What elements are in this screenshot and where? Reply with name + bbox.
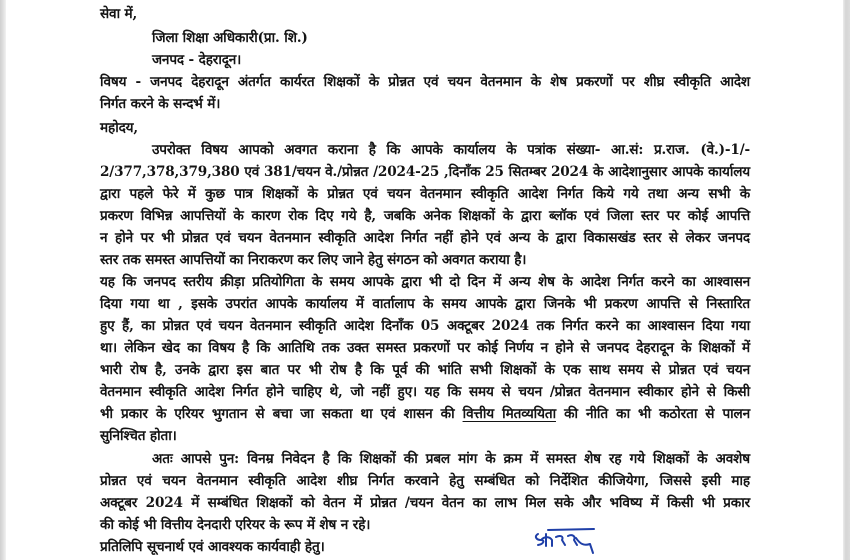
paragraph-2-line: भारी रोष है, उनके द्वारा इस बात पर भी रोष है कि पूर्व की भांति सभी शिक्षकों के एक साथ समय से प्रोन्नत एवं चयन bbox=[100, 362, 750, 378]
paragraph-2-line: हुए हैं, का प्रोन्नत एवं चयन वेतनमान स्वीकृति आदेश दिनाँक 05 अक्टूबर 2024 तक निर्गत करने का आश्वासन दिया गया bbox=[100, 318, 750, 334]
paragraph-1-line: स्तर तक समस्त आपत्तियों का निराकरण कर लिए जाने हेतु संगठन को अवगत कराया है। bbox=[100, 252, 527, 268]
recipient-designation: जिला शिक्षा अधिकारी(प्रा. शि.) bbox=[152, 30, 308, 46]
paragraph-2-line: दिया गया था , इसके उपरांत आपके कार्यालय में वार्तालाप के समय आपके द्वारा जिनके भी प्रकरण आपत्ति से निस्तारित bbox=[100, 296, 750, 312]
scan-edge-left bbox=[0, 0, 6, 560]
paragraph-3-line: प्रोन्नत एवं चयन वेतनमान स्वीकृति आदेश शीघ्र निर्गत करवाने हेतु सम्बंधित को निर्देशित कीजियेगा, जिससे इसी माह bbox=[100, 473, 750, 489]
paragraph-1-line: उपरोक्त विषय आपको अवगत कराना है कि आपके कार्यालय के पत्रांक संख्या- आ.सं: प्र.राज. (वे.)-1/- bbox=[152, 142, 750, 158]
paragraph-1-line: 2/377,378,379,380 एवं 381/चयन वे./प्रोन्नत /2024-25 ,दिनाँक 25 सितम्बर 2024 के आदेशानुसार आपके कार्यालय bbox=[100, 164, 750, 180]
paragraph-3-line: की कोई भी वित्तीय देनदारी एरियर के रूप में शेष न रहे। bbox=[100, 517, 371, 533]
paragraph-2-line bbox=[100, 403, 750, 425]
signature-icon bbox=[532, 524, 598, 558]
text-segment: भी प्रकार के एरियर भुगतान से बचा जा सकता था एवं शासन की bbox=[100, 406, 463, 422]
underlined-phrase: वित्तीय मितव्ययिता bbox=[462, 406, 556, 422]
paragraph-2-line: यह कि जनपद स्तरीय क्रीड़ा प्रतियोगिता के समय आपके द्वारा भी दो दिन में अन्य शेष के आदेश निर्गत करने का आश्वासन bbox=[100, 274, 750, 290]
letter-page bbox=[100, 0, 750, 560]
salutation-to: सेवा में, bbox=[100, 6, 138, 22]
paragraph-1-line: प्रकरण विभिन्न आपत्तियों के कारण रोक दिए गये है, जबकि अनेक शिक्षकों के द्वारा ब्लॉक एवं जिला स्तर पर कोई आपत्ति bbox=[100, 208, 750, 224]
paragraph-2-line: वेतनमान स्वीकृति आदेश निर्गत होने चाहिए थे, जो नहीं हुए। यह कि समय से चयन /प्रोन्नत वेतनमान स्वीकार होने से किसी bbox=[100, 384, 750, 400]
recipient-district: जनपद - देहरादून। bbox=[152, 52, 242, 68]
paragraph-3-line: अक्टूबर 2024 में सम्बंधित शिक्षकों को वेतन में प्रोन्नत /चयन वेतन का लाभ मिल सके और भविष्य में किसी भी प्रकार bbox=[100, 495, 750, 511]
paragraph-3-line: अतः आपसे पुन: विनम्र निवेदन है कि शिक्षकों की प्रबल मांग के क्रम में समस्त शेष रह गये शिक्षकों के अवशेष bbox=[152, 451, 750, 467]
subject-line-1: विषय - जनपद देहरादून अंतर्गत कार्यरत शिक्षकों के प्रोन्नत एवं चयन वेतनमान के शेष प्रकरणों पर शीघ्र स्वीकृति आदेश bbox=[100, 74, 750, 90]
scan-edge-right bbox=[843, 0, 850, 560]
subject-line-2: निर्गत करने के सन्दर्भ में। bbox=[100, 96, 221, 112]
paragraph-1-line: न होने पर भी प्रोन्नत एवं चयन वेतनमान स्वीकृति आदेश निर्गत नहीं होने एवं अन्य के द्वारा विकासखंड स्तर से लेकर जनपद bbox=[100, 230, 750, 246]
text-segment: की नीति का भी कठोरता से पालन bbox=[555, 406, 750, 422]
greeting: महोदय, bbox=[100, 120, 138, 136]
copy-note: प्रतिलिपि सूचनार्थ एवं आवश्यक कार्यवाही हेतु। bbox=[100, 539, 325, 555]
paragraph-2-line: था। लेकिन खेद का विषय है कि आतिथि तक उक्त समस्त प्रकरणों पर कोई निर्णय न होने से जनपद देहरादून के शिक्षकों में bbox=[100, 340, 750, 356]
paragraph-2-line: सुनिश्चित होता। bbox=[100, 428, 177, 444]
paragraph-1-line: द्वारा पहले फेरे में कुछ पात्र शिक्षकों के प्रोन्नत एवं चयन वेतनमान स्वीकृति आदेश निर्गत किये गये तथा अन्य सभी के bbox=[100, 186, 750, 202]
